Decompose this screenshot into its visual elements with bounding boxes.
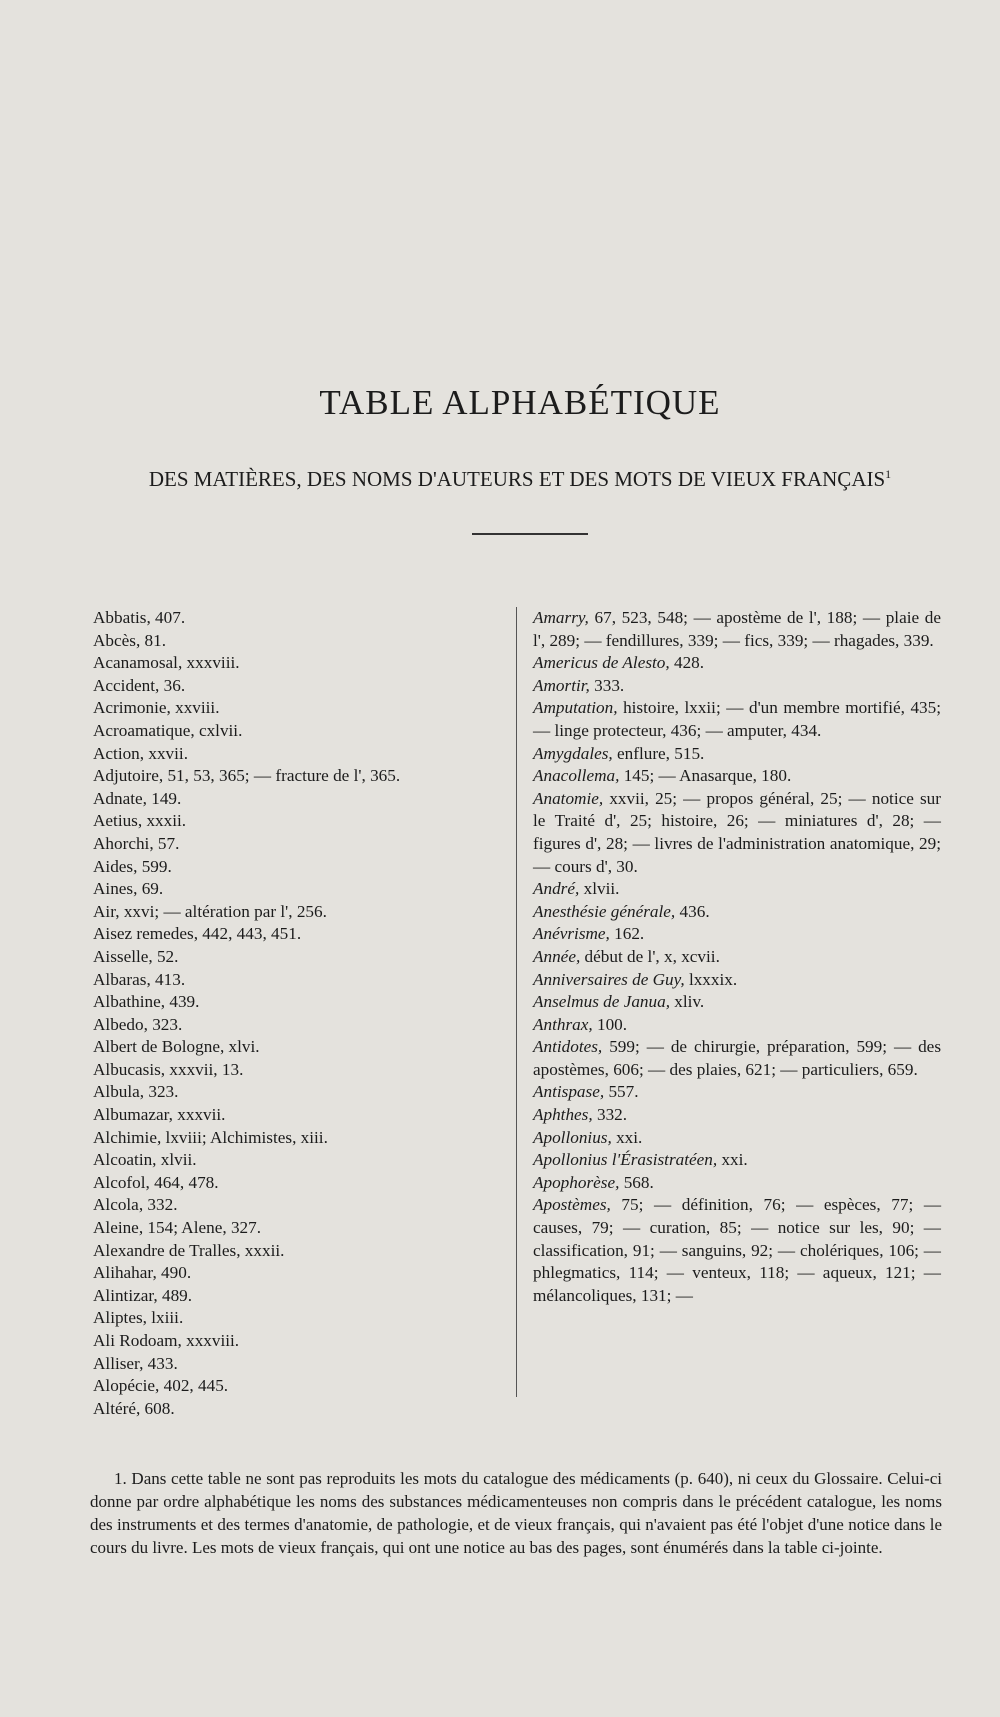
index-entry-head: Americus de Alesto, [533, 653, 670, 673]
index-entry [533, 991, 941, 1014]
index-entry: Acanamosal, xxxviii. [93, 653, 240, 673]
index-entry-head: Anévrisme, [533, 924, 610, 944]
index-entry-head: André, [533, 879, 580, 899]
index-entry-refs: 145; — Anasarque, 180. [623, 766, 792, 786]
index-entry [533, 675, 941, 698]
index-entry: Albula, 323. [93, 1082, 179, 1102]
footnote-marker: 1 [885, 467, 892, 481]
index-entry: Albaras, 413. [93, 969, 186, 989]
index-entry [533, 652, 941, 675]
index-entry [533, 923, 941, 946]
index-entry: Abcès, 81. [93, 630, 167, 650]
column-divider [516, 607, 517, 1397]
index-entry-refs: lxxxix. [688, 969, 738, 989]
index-entry: Albathine, 439. [93, 992, 200, 1012]
index-entry-head: Apostèmes, [533, 1195, 611, 1215]
index-entry: Air, xxvi; — altération par l', 256. [93, 901, 327, 921]
index-entry: Alintizar, 489. [93, 1285, 193, 1305]
index-entry-refs: 428. [673, 653, 705, 673]
index-entry: Aides, 599. [93, 856, 172, 876]
index-entry-refs: enflure, 515. [617, 743, 705, 763]
index-entry: Alcofol, 464, 478. [93, 1172, 219, 1192]
title-rule [472, 533, 588, 535]
index-entry: Ahorchi, 57. [93, 833, 180, 853]
index-entry-head: Apophorèse, [533, 1172, 620, 1192]
index-entry-head: Amortir, [533, 675, 590, 695]
index-entry-refs: histoire, lxxii; — d'un membre mortifié, 435; — linge protecteur, 436; — amputer, 434. [533, 698, 941, 740]
index-entry [533, 1149, 941, 1172]
index-entry: Acroamatique, cxlvii. [93, 720, 243, 740]
index-entry-refs: 436. [679, 901, 710, 921]
index-entry: Albucasis, xxxvii, 13. [93, 1059, 244, 1079]
index-entry: Accident, 36. [93, 675, 186, 695]
index-entry-head: Amarry, [533, 608, 589, 627]
index-entry-refs: 332. [596, 1105, 628, 1125]
index-entry: Alopécie, 402, 445. [93, 1376, 229, 1396]
page-title: TABLE ALPHABÉTIQUE [319, 383, 721, 422]
index-entry [533, 901, 941, 924]
index-entry-head: Anniversaires de Guy, [533, 969, 685, 989]
index-entry [533, 1036, 941, 1081]
index-entry-head: Amygdales, [533, 743, 613, 763]
index-entry-refs: 75; — définition, 76; — espèces, 77; — causes, 79; — curation, 85; — notice sur les, 90; — classification, 91; — sanguins, 92; — cholériques, 106; — phlegmatics, 114; — venteux, 118; — aqueux, 121; — mélancoliques, 131; — [533, 1195, 942, 1305]
index-entry [533, 878, 941, 901]
index-entry: Alchimie, lxviii; Alchimistes, xiii. [93, 1127, 328, 1147]
index-entry: Albumazar, xxxvii. [93, 1105, 226, 1125]
index-entry-head: Anacollema, [533, 766, 620, 786]
index-entry-refs: 67, 523, 548; — apostème de l', 188; — plaie de l', 289; — fendillures, 339; — fics, 339; — rhagades, 339. [533, 608, 941, 650]
index-entry-refs: 599; — de chirurgie, préparation, 599; — des apostèmes, 606; — des plaies, 621; — particuliers, 659. [533, 1037, 942, 1079]
index-entry: Alcola, 332. [93, 1195, 178, 1215]
index-entry-head: Année, [533, 946, 581, 966]
index-entry: Aleine, 154; Alene, 327. [93, 1218, 262, 1238]
index-entry-refs: 333. [594, 675, 625, 695]
index-entry: Aliptes, lxiii. [93, 1308, 184, 1328]
index-entry-refs: xxvii, 25; — propos général, 25; — notice sur le Traité d', 25; histoire, 26; — miniatures d', 28; — figures d', 28; — livres de l'administration anatomique, 29; — cours d', 30. [533, 788, 941, 876]
index-entry-head: Anthrax, [533, 1014, 593, 1034]
index-entry [533, 1127, 941, 1150]
index-entry: Alcoatin, xlvii. [93, 1150, 197, 1170]
subtitle-text: DES MATIÈRES, DES NOMS D'AUTEURS ET DES MOTS DE VIEUX FRANÇAIS [148, 467, 886, 491]
index-entry-head: Anesthésie générale, [533, 901, 676, 921]
page-subtitle [0, 467, 1000, 492]
index-entry: Aines, 69. [93, 879, 164, 899]
index-entry-head: Apollonius, [533, 1127, 612, 1147]
index-column-right [533, 607, 941, 1307]
index-entry: Albedo, 323. [93, 1014, 183, 1034]
index-entry: Adnate, 149. [93, 788, 182, 808]
index-entry [533, 743, 941, 766]
index-entry [533, 607, 941, 652]
index-entry: Alliser, 433. [93, 1353, 178, 1373]
index-entry-head: Amputation, [533, 698, 618, 718]
index-entry: Aisez remedes, 442, 443, 451. [93, 924, 302, 944]
index-entry-head: Apollonius l'Érasistratéen, [533, 1150, 718, 1170]
footnote: 1. Dans cette table ne sont pas reproduits les mots du catalogue des médicaments (p. 640), ni ceux du Glossaire. Celui-ci donne par ordre alphabétique les noms des substances médicamenteuses non compris dans le précédent catalogue, les noms des instruments et des termes d'anatomie, de pathologie, et de vieux français, qui n'avaient pas été l'objet d'une notice dans le cours du livre. Les mots de vieux français, qui ont une notice au bas des pages, sont énumérés dans la table ci-jointe. [90, 1469, 942, 1557]
index-entry [533, 1081, 941, 1104]
index-entry: Ali Rodoam, xxxviii. [93, 1331, 240, 1350]
index-entry: Alihahar, 490. [93, 1263, 192, 1283]
index-entry [533, 946, 941, 969]
index-entry: Acrimonie, xxviii. [93, 698, 220, 718]
index-entry: Abbatis, 407. [93, 608, 186, 627]
index-entry-head: Anatomie, [533, 788, 604, 808]
index-entry-head: Aphthes, [533, 1105, 593, 1125]
index-entry-refs: 162. [614, 924, 645, 944]
index-entry-head: Antispase, [533, 1082, 605, 1102]
index-entry [533, 1194, 941, 1307]
index-entry [533, 788, 941, 878]
index-entry [533, 765, 941, 788]
index-entry-head: Antidotes, [533, 1037, 603, 1057]
index-entry-refs: xxi. [616, 1127, 643, 1147]
index-entry-refs: début de l', x, xcvii. [584, 946, 720, 966]
index-entry-refs: 100. [596, 1014, 628, 1034]
index-entry: Altéré, 608. [93, 1398, 175, 1418]
index-entry: Aisselle, 52. [93, 946, 179, 966]
index-column-left [93, 607, 513, 1420]
index-entry-refs: xlvii. [583, 879, 620, 899]
index-entry-head: Anselmus de Janua, [533, 992, 670, 1012]
index-entry [533, 1014, 941, 1037]
index-entry: Alexandre de Tralles, xxxii. [93, 1240, 285, 1260]
index-entry-refs: xxi. [721, 1150, 748, 1170]
index-entry: Aetius, xxxii. [93, 811, 187, 831]
index-entry-refs: 568. [623, 1172, 654, 1192]
index-entry: Albert de Bologne, xlvi. [93, 1037, 260, 1057]
index-entry: Adjutoire, 51, 53, 365; — fracture de l', 365. [93, 766, 401, 786]
index-entry-refs: 557. [608, 1082, 639, 1102]
index-entry [533, 1104, 941, 1127]
index-entry [533, 697, 941, 742]
index-entry [533, 969, 941, 992]
index-entry [533, 1172, 941, 1195]
index-entry-refs: xliv. [674, 992, 705, 1012]
index-entry: Action, xxvii. [93, 743, 189, 763]
